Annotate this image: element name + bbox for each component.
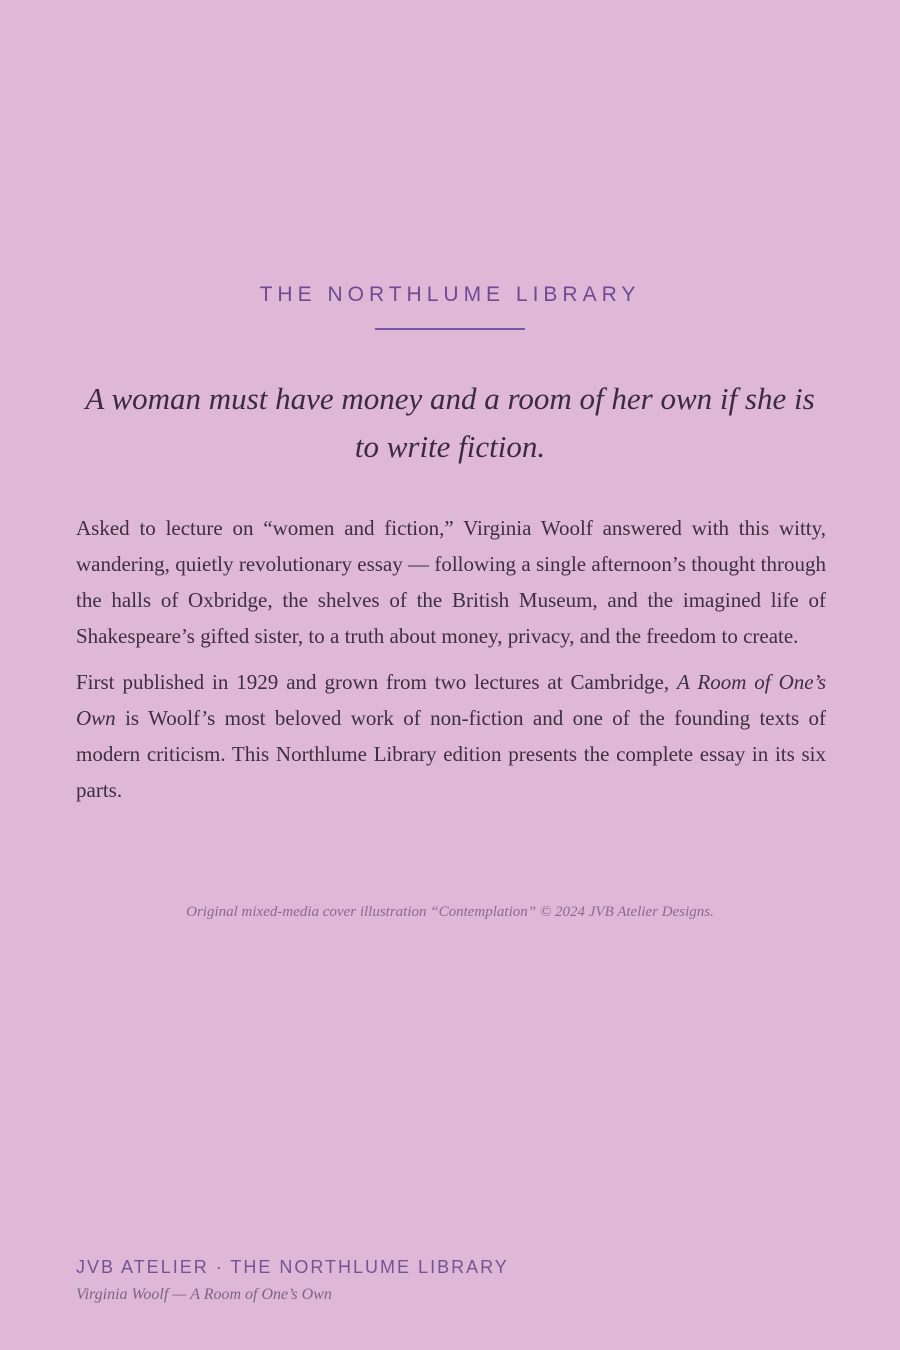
illustration-credit: Original mixed-media cover illustration “Contemplation” © 2024 JVB Atelier Designs. [186, 904, 714, 920]
paragraph-2-suffix: is Woolf’s most beloved work of non-fiction and one of the founding texts of modern criticism. This Northlume Library edition presents the complete essay in its six parts. [76, 706, 827, 802]
paragraph-2-prefix: First published in 1929 and grown from two lectures at Cambridge, [76, 670, 670, 694]
description-paragraph-1: Asked to lecture on “women and fiction,” Virginia Woolf answered with this witty, wandering, quietly revolutionary essay — following a single afternoon’s thought through the halls of Oxbridge, the shelves of the British Museum, and the imagined life of Shakespeare’s gifted sister, to a truth about money, privacy, and the freedom to create. [76, 516, 826, 648]
publisher-imprint: JVB ATELIER · THE NORTHLUME LIBRARY [76, 1257, 509, 1277]
description-paragraph-2 [76, 664, 826, 808]
feature-quote: A woman must have money and a room of her own if she is to write fiction. [85, 381, 815, 464]
title-divider [375, 328, 525, 330]
series-title: THE NORTHLUME LIBRARY [259, 283, 641, 306]
book-description [76, 510, 826, 818]
author-title-line: Virginia Woolf — A Room of One’s Own [76, 1286, 332, 1303]
inline-book-title: A Room of One’s Own [76, 670, 827, 730]
